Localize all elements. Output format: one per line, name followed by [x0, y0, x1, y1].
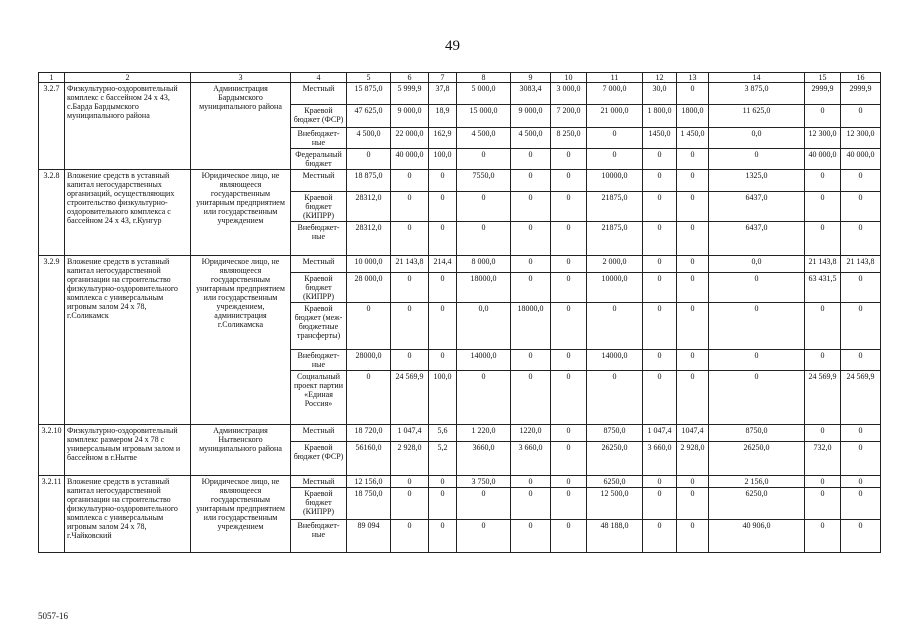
- value-cell: 24 569,9: [805, 371, 841, 425]
- value-cell: 0: [643, 170, 677, 192]
- value-cell: 0: [511, 371, 551, 425]
- value-cell: 89 094: [347, 520, 391, 553]
- value-cell: 0: [551, 371, 587, 425]
- value-cell: 0: [709, 149, 805, 170]
- item-number: 3.2.9: [39, 256, 65, 425]
- header-row: [39, 73, 881, 83]
- value-cell: 0: [391, 222, 429, 256]
- value-cell: 40 000,0: [391, 149, 429, 170]
- value-cell: 0: [391, 476, 429, 488]
- value-cell: 24 569,9: [391, 371, 429, 425]
- value-cell: 0: [841, 488, 881, 520]
- value-cell: 0: [429, 192, 457, 222]
- value-cell: 12 156,0: [347, 476, 391, 488]
- funding-source: Внебюджет-ные: [291, 128, 347, 149]
- item-executor: Администрация Нытвенского муниципального района: [191, 425, 291, 476]
- page-number: 49: [445, 38, 460, 54]
- value-cell: 0: [643, 192, 677, 222]
- value-cell: 0: [709, 350, 805, 371]
- value-cell: 0: [347, 149, 391, 170]
- value-cell: 0: [551, 149, 587, 170]
- value-cell: 0: [551, 350, 587, 371]
- value-cell: 37,8: [429, 83, 457, 105]
- item-name: Вложение средств в уставный капитал негосударственной организации на строительство физкультурно-оздоровительного комплекса с универсальным игровым залом 24 х 78, г.Чайковский: [65, 476, 191, 553]
- col-header-2: 2: [65, 73, 191, 83]
- value-cell: 100,0: [429, 371, 457, 425]
- value-cell: 4 500,0: [347, 128, 391, 149]
- value-cell: 0: [511, 149, 551, 170]
- value-cell: 5,2: [429, 442, 457, 476]
- value-cell: 0: [587, 128, 643, 149]
- value-cell: 14000,0: [587, 350, 643, 371]
- col-header-4: 4: [291, 73, 347, 83]
- value-cell: 0: [643, 350, 677, 371]
- value-cell: 0: [841, 425, 881, 442]
- value-cell: 0,0: [709, 256, 805, 273]
- value-cell: 0: [643, 273, 677, 303]
- value-cell: 12 500,0: [587, 488, 643, 520]
- value-cell: 12 300,0: [841, 128, 881, 149]
- col-header-14: 14: [709, 73, 805, 83]
- col-header-1: 1: [39, 73, 65, 83]
- funding-source: Внебюджет-ные: [291, 222, 347, 256]
- value-cell: 6437,0: [709, 222, 805, 256]
- value-cell: 26250,0: [709, 442, 805, 476]
- value-cell: 0: [805, 170, 841, 192]
- value-cell: 18000,0: [511, 303, 551, 350]
- value-cell: 0: [841, 192, 881, 222]
- value-cell: 18 750,0: [347, 488, 391, 520]
- value-cell: 0: [841, 520, 881, 553]
- value-cell: 0: [805, 303, 841, 350]
- funding-source: Местный: [291, 83, 347, 105]
- value-cell: 0: [391, 273, 429, 303]
- value-cell: 0: [677, 222, 709, 256]
- value-cell: 5,6: [429, 425, 457, 442]
- item-number: 3.2.7: [39, 83, 65, 170]
- value-cell: 28312,0: [347, 222, 391, 256]
- value-cell: 18 875,0: [347, 170, 391, 192]
- value-cell: 0: [429, 222, 457, 256]
- value-cell: 0: [841, 170, 881, 192]
- value-cell: 28000,0: [347, 350, 391, 371]
- value-cell: 40 000,0: [841, 149, 881, 170]
- col-header-9: 9: [511, 73, 551, 83]
- value-cell: 9 000,0: [391, 105, 429, 128]
- value-cell: 40 000,0: [805, 149, 841, 170]
- value-cell: 0: [457, 520, 511, 553]
- value-cell: 0: [511, 488, 551, 520]
- value-cell: 0: [429, 476, 457, 488]
- value-cell: 1 800,0: [643, 105, 677, 128]
- value-cell: 21 143,8: [805, 256, 841, 273]
- value-cell: 4 500,0: [511, 128, 551, 149]
- value-cell: 0: [391, 520, 429, 553]
- value-cell: 3 000,0: [551, 83, 587, 105]
- value-cell: 24 569,9: [841, 371, 881, 425]
- value-cell: 0: [677, 256, 709, 273]
- value-cell: 1 047,4: [391, 425, 429, 442]
- value-cell: 0: [677, 520, 709, 553]
- table-row: [39, 256, 881, 273]
- value-cell: 0: [551, 256, 587, 273]
- value-cell: 1 450,0: [677, 128, 709, 149]
- funding-source: Краевой бюджет (меж-бюджетные трансферты): [291, 303, 347, 350]
- value-cell: 0: [391, 170, 429, 192]
- value-cell: 30,0: [643, 83, 677, 105]
- value-cell: 0: [643, 303, 677, 350]
- value-cell: 11 625,0: [709, 105, 805, 128]
- value-cell: 0: [429, 488, 457, 520]
- table-row: [39, 476, 881, 488]
- value-cell: 6250,0: [709, 488, 805, 520]
- value-cell: 6437,0: [709, 192, 805, 222]
- col-header-7: 7: [429, 73, 457, 83]
- value-cell: 0: [709, 371, 805, 425]
- value-cell: 63 431,5: [805, 273, 841, 303]
- funding-source: Внебюджет-ные: [291, 350, 347, 371]
- value-cell: 15 875,0: [347, 83, 391, 105]
- value-cell: 0: [429, 520, 457, 553]
- funding-source: Местный: [291, 476, 347, 488]
- value-cell: 0: [551, 476, 587, 488]
- value-cell: 0: [677, 83, 709, 105]
- col-header-11: 11: [587, 73, 643, 83]
- col-header-6: 6: [391, 73, 429, 83]
- value-cell: 18,9: [429, 105, 457, 128]
- value-cell: 21 000,0: [587, 105, 643, 128]
- funding-source: Социальный проект партии «Единая Россия»: [291, 371, 347, 425]
- value-cell: 100,0: [429, 149, 457, 170]
- value-cell: 0: [457, 192, 511, 222]
- value-cell: 0: [429, 170, 457, 192]
- value-cell: 7550,0: [457, 170, 511, 192]
- item-executor: Юридическое лицо, не являющееся государственным унитарным предприятием или государственным учреждением: [191, 170, 291, 256]
- col-header-13: 13: [677, 73, 709, 83]
- value-cell: 0: [643, 222, 677, 256]
- value-cell: 2999,9: [805, 83, 841, 105]
- value-cell: 1220,0: [511, 425, 551, 442]
- value-cell: 0: [643, 520, 677, 553]
- value-cell: 21875,0: [587, 192, 643, 222]
- value-cell: 0: [643, 488, 677, 520]
- value-cell: 0: [805, 520, 841, 553]
- value-cell: 0: [677, 273, 709, 303]
- value-cell: 18 720,0: [347, 425, 391, 442]
- col-header-5: 5: [347, 73, 391, 83]
- funding-source: Краевой бюджет (ФСР): [291, 105, 347, 128]
- table-row: [39, 170, 881, 192]
- value-cell: 3 660,0: [643, 442, 677, 476]
- value-cell: 214,4: [429, 256, 457, 273]
- budget-table: [38, 72, 881, 553]
- value-cell: 0: [677, 371, 709, 425]
- value-cell: 5 999,9: [391, 83, 429, 105]
- value-cell: 0: [841, 222, 881, 256]
- value-cell: 8750,0: [709, 425, 805, 442]
- value-cell: 0: [841, 273, 881, 303]
- value-cell: 0: [587, 303, 643, 350]
- col-header-10: 10: [551, 73, 587, 83]
- value-cell: 15 000,0: [457, 105, 511, 128]
- value-cell: 1 047,4: [643, 425, 677, 442]
- value-cell: 0: [677, 488, 709, 520]
- value-cell: 21 143,8: [841, 256, 881, 273]
- value-cell: 3 875,0: [709, 83, 805, 105]
- value-cell: 0: [511, 222, 551, 256]
- value-cell: 0: [805, 488, 841, 520]
- value-cell: 2 156,0: [709, 476, 805, 488]
- item-number: 3.2.11: [39, 476, 65, 553]
- value-cell: 0: [457, 149, 511, 170]
- value-cell: 0: [841, 476, 881, 488]
- value-cell: 0: [677, 350, 709, 371]
- value-cell: 3083,4: [511, 83, 551, 105]
- item-number: 3.2.10: [39, 425, 65, 476]
- funding-source: Внебюджет-ные: [291, 520, 347, 553]
- value-cell: 21 143,8: [391, 256, 429, 273]
- value-cell: 7 000,0: [587, 83, 643, 105]
- item-name: Физкультурно-оздоровительный комплекс размером 24 х 78 с универсальным игровым залом и бассейном в г.Нытве: [65, 425, 191, 476]
- value-cell: 0: [551, 170, 587, 192]
- value-cell: 0: [677, 149, 709, 170]
- value-cell: 21875,0: [587, 222, 643, 256]
- col-header-12: 12: [643, 73, 677, 83]
- value-cell: 0: [429, 350, 457, 371]
- item-name: Физкультурно-оздоровительный комплекс с бассейном 24 х 43, с.Барда Бардымского муниципального района: [65, 83, 191, 170]
- value-cell: 12 300,0: [805, 128, 841, 149]
- value-cell: 0: [391, 192, 429, 222]
- value-cell: 0: [551, 425, 587, 442]
- value-cell: 28312,0: [347, 192, 391, 222]
- value-cell: 0: [677, 476, 709, 488]
- col-header-3: 3: [191, 73, 291, 83]
- value-cell: 0: [391, 488, 429, 520]
- value-cell: 0: [551, 303, 587, 350]
- value-cell: 0: [551, 442, 587, 476]
- table-row: [39, 83, 881, 105]
- value-cell: 48 188,0: [587, 520, 643, 553]
- item-name: Вложение средств в уставный капитал негосударственной организации на строительство физкультурно-оздоровительного комплекса с универсальным игровым залом 24 х 78, г.Соликамск: [65, 256, 191, 425]
- value-cell: 2 000,0: [587, 256, 643, 273]
- value-cell: 0: [511, 476, 551, 488]
- value-cell: 0: [551, 222, 587, 256]
- value-cell: 0: [587, 371, 643, 425]
- value-cell: 56160,0: [347, 442, 391, 476]
- value-cell: 9 000,0: [511, 105, 551, 128]
- value-cell: 0: [643, 149, 677, 170]
- footer-code: 5057-16: [38, 611, 68, 621]
- col-header-8: 8: [457, 73, 511, 83]
- funding-source: Краевой бюджет (КИПРР): [291, 488, 347, 520]
- value-cell: 4 500,0: [457, 128, 511, 149]
- value-cell: 0: [457, 488, 511, 520]
- value-cell: 8 000,0: [457, 256, 511, 273]
- value-cell: 732,0: [805, 442, 841, 476]
- value-cell: 0: [805, 350, 841, 371]
- value-cell: 3660,0: [457, 442, 511, 476]
- funding-source: Местный: [291, 425, 347, 442]
- funding-source: Местный: [291, 256, 347, 273]
- value-cell: 0: [677, 303, 709, 350]
- value-cell: 0: [511, 350, 551, 371]
- value-cell: 1800,0: [677, 105, 709, 128]
- value-cell: 0: [391, 350, 429, 371]
- value-cell: 0: [511, 273, 551, 303]
- funding-source: Краевой бюджет (КИПРР): [291, 192, 347, 222]
- value-cell: 28 000,0: [347, 273, 391, 303]
- value-cell: 8750,0: [587, 425, 643, 442]
- value-cell: 26250,0: [587, 442, 643, 476]
- value-cell: 0: [551, 488, 587, 520]
- value-cell: 0: [677, 170, 709, 192]
- col-header-15: 15: [805, 73, 841, 83]
- value-cell: 0: [709, 273, 805, 303]
- value-cell: 10000,0: [587, 170, 643, 192]
- value-cell: 0: [805, 192, 841, 222]
- value-cell: 0: [643, 256, 677, 273]
- value-cell: 0: [805, 222, 841, 256]
- value-cell: 6250,0: [587, 476, 643, 488]
- value-cell: 0: [511, 520, 551, 553]
- value-cell: 0: [643, 371, 677, 425]
- table-row: [39, 425, 881, 442]
- item-executor: Юридическое лицо, не являющееся государственным унитарным предприятием или государственным учреждением: [191, 476, 291, 553]
- value-cell: 0: [429, 303, 457, 350]
- value-cell: 0,0: [457, 303, 511, 350]
- value-cell: 40 906,0: [709, 520, 805, 553]
- value-cell: 8 250,0: [551, 128, 587, 149]
- value-cell: 18000,0: [457, 273, 511, 303]
- value-cell: 0: [709, 303, 805, 350]
- value-cell: 0: [429, 273, 457, 303]
- value-cell: 0: [551, 273, 587, 303]
- funding-source: Краевой бюджет (КИПРР): [291, 273, 347, 303]
- value-cell: 0: [347, 303, 391, 350]
- value-cell: 0: [643, 476, 677, 488]
- value-cell: 7 200,0: [551, 105, 587, 128]
- value-cell: 0: [677, 192, 709, 222]
- value-cell: 1450,0: [643, 128, 677, 149]
- value-cell: 0: [841, 350, 881, 371]
- funding-source: Краевой бюджет (ФСР): [291, 442, 347, 476]
- value-cell: 5 000,0: [457, 83, 511, 105]
- value-cell: 0: [511, 192, 551, 222]
- value-cell: 0: [391, 303, 429, 350]
- value-cell: 1 220,0: [457, 425, 511, 442]
- value-cell: 1047,4: [677, 425, 709, 442]
- funding-source: Местный: [291, 170, 347, 192]
- item-executor: Администрация Бардымского муниципального района: [191, 83, 291, 170]
- value-cell: 3 750,0: [457, 476, 511, 488]
- value-cell: 0: [841, 303, 881, 350]
- value-cell: 2999,9: [841, 83, 881, 105]
- value-cell: 2 928,0: [677, 442, 709, 476]
- value-cell: 0: [551, 192, 587, 222]
- value-cell: 0: [805, 105, 841, 128]
- value-cell: 0,0: [709, 128, 805, 149]
- value-cell: 0: [457, 371, 511, 425]
- value-cell: 47 625,0: [347, 105, 391, 128]
- value-cell: 22 000,0: [391, 128, 429, 149]
- value-cell: 0: [841, 442, 881, 476]
- value-cell: 0: [805, 476, 841, 488]
- value-cell: 0: [347, 371, 391, 425]
- value-cell: 0: [551, 520, 587, 553]
- value-cell: 162,9: [429, 128, 457, 149]
- value-cell: 1325,0: [709, 170, 805, 192]
- value-cell: 10 000,0: [347, 256, 391, 273]
- value-cell: 0: [511, 256, 551, 273]
- table-body: [39, 83, 881, 553]
- value-cell: 0: [841, 105, 881, 128]
- col-header-16: 16: [841, 73, 881, 83]
- item-name: Вложение средств в уставный капитал негосударственных организаций, осуществляющих строительство физкультурно-оздоровительного комплекса с бассейном 24 х 43, г.Кунгур: [65, 170, 191, 256]
- funding-source: Федеральный бюджет: [291, 149, 347, 170]
- value-cell: 0: [587, 149, 643, 170]
- value-cell: 10000,0: [587, 273, 643, 303]
- item-number: 3.2.8: [39, 170, 65, 256]
- item-executor: Юридическое лицо, не являющееся государственным унитарным предприятием или государственным учреждением, администрация г.Соликамска: [191, 256, 291, 425]
- value-cell: 3 660,0: [511, 442, 551, 476]
- value-cell: 0: [457, 222, 511, 256]
- value-cell: 2 928,0: [391, 442, 429, 476]
- value-cell: 14000,0: [457, 350, 511, 371]
- value-cell: 0: [511, 170, 551, 192]
- value-cell: 0: [805, 425, 841, 442]
